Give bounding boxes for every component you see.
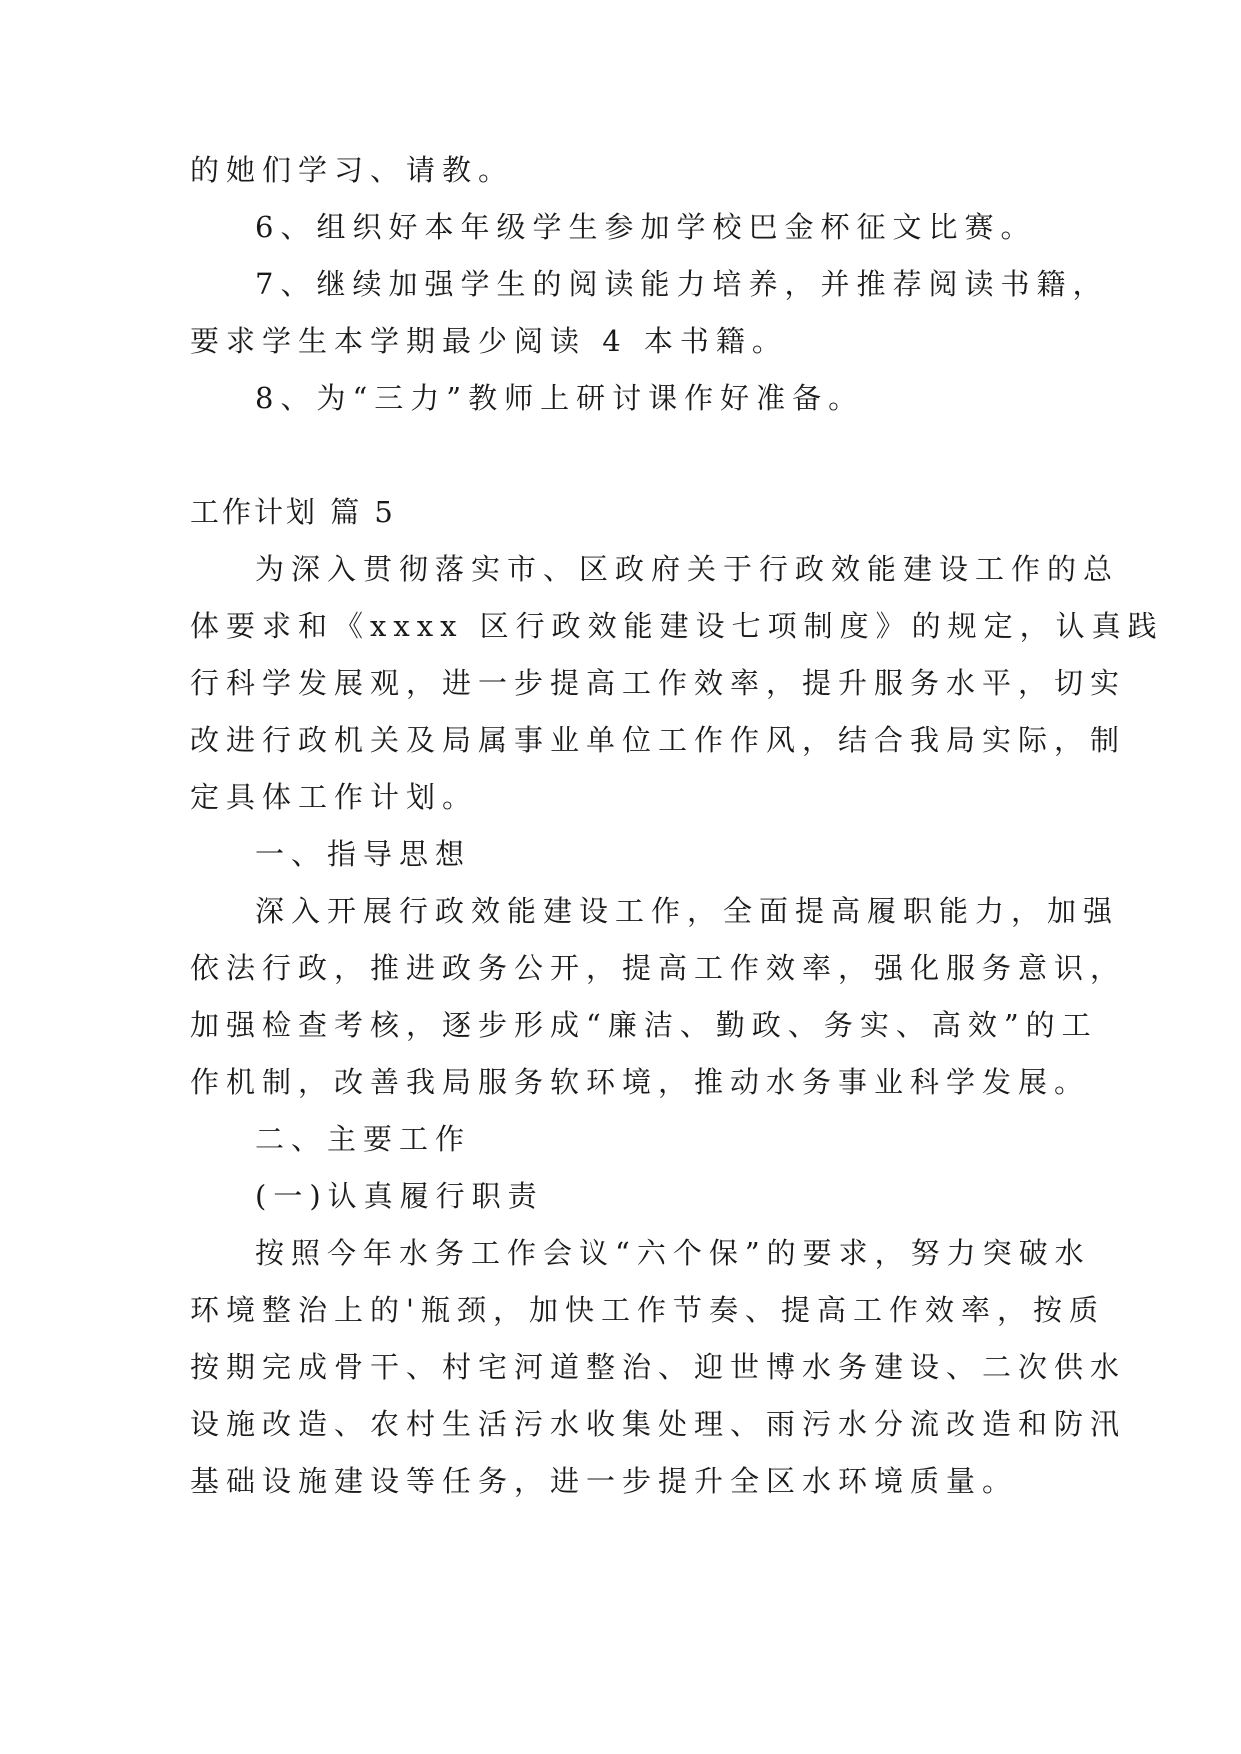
text-line: 加强检查考核，逐步形成“廉洁、勤政、务实、高效”的工: [190, 1008, 1098, 1042]
text-line: 的她们学习、请教。: [190, 153, 515, 187]
text-line: 设施改造、农村生活污水收集处理、雨污水分流改造和防汛: [190, 1407, 1127, 1441]
subsection-heading: (一)认真履行职责: [255, 1179, 544, 1213]
text-line: 基础设施建设等任务，进一步提升全区水环境质量。: [190, 1464, 1019, 1498]
text-line: 7、继续加强学生的阅读能力培养，并推荐阅读书籍，: [255, 267, 1109, 301]
text-line: 体要求和《xxxx 区行政效能建设七项制度》的规定，认真践: [190, 609, 1164, 643]
text-line: 按期完成骨干、村宅河道整治、迎世博水务建设、二次供水: [190, 1350, 1127, 1384]
subsection-heading: 一、指导思想: [255, 837, 472, 871]
text-line: 定具体工作计划。: [190, 780, 479, 814]
section-heading: 工作计划 篇 5: [190, 495, 396, 529]
text-line: 深入开展行政效能建设工作，全面提高履职能力，加强: [255, 894, 1120, 928]
text-line: 改进行政机关及局属事业单位工作作风，结合我局实际，制: [190, 723, 1127, 757]
text-line: 依法行政，推进政务公开，提高工作效率，强化服务意识，: [190, 951, 1127, 985]
text-line: 按照今年水务工作会议“六个保”的要求，努力突破水: [255, 1236, 1091, 1270]
text-line: 环境整治上的'瓶颈，加快工作节奏、提高工作效率，按质: [190, 1293, 1105, 1327]
text-line: 8、为“三力”教师上研讨课作好准备。: [255, 381, 865, 415]
text-line: 行科学发展观，进一步提高工作效率，提升服务水平，切实: [190, 666, 1127, 700]
subsection-heading: 二、主要工作: [255, 1122, 472, 1156]
text-line: 6、组织好本年级学生参加学校巴金杯征文比赛。: [255, 210, 1037, 244]
text-line: 要求学生本学期最少阅读 4 本书籍。: [190, 324, 788, 358]
text-line: 作机制，改善我局服务软环境，推动水务事业科学发展。: [190, 1065, 1091, 1099]
text-line: 为深入贯彻落实市、区政府关于行政效能建设工作的总: [255, 552, 1120, 586]
